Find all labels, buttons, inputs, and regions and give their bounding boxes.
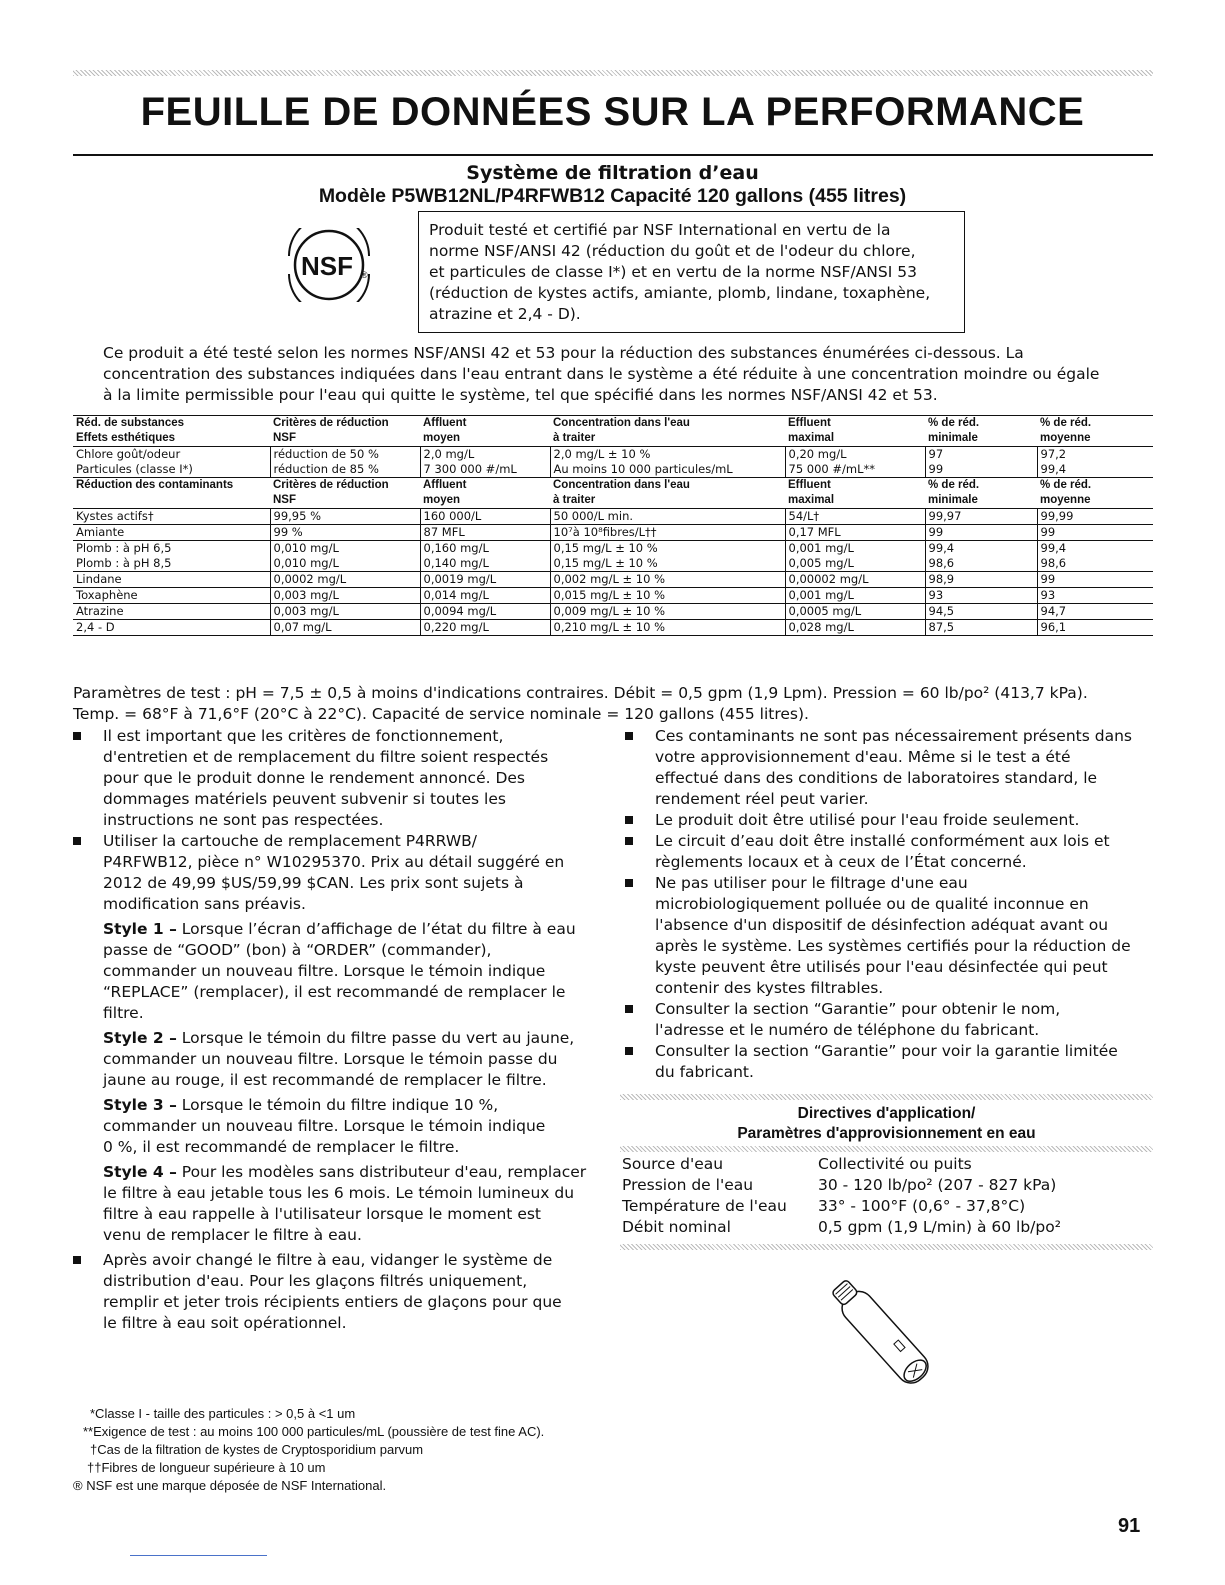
top-hatch-rule bbox=[73, 70, 1153, 76]
table-cell: Effluent maximal bbox=[788, 479, 835, 506]
table-cell: 0,220 mg/L bbox=[420, 620, 550, 636]
style-1-paragraph: Style 1 – Lorsque l’écran d’affichage de l’état du filtre à eau passe de “GOOD” (bon) à “ORDER” (commander), commander un nouveau filtre. Lorsque le témoin indique “REPLACE” (remplacer), il est recommandé de remplacer le filtre. bbox=[103, 920, 576, 1022]
page-title: FEUILLE DE DONNÉES SUR LA PERFORMANCE bbox=[140, 90, 1085, 134]
list-item: Ces contaminants ne sont pas nécessairement présents dans votre approvisionnement d'eau. Même si le test a été effectué dans des conditions de laboratoires standard, le rendement réel peut varier. bbox=[625, 726, 1153, 810]
table-row bbox=[73, 620, 1153, 636]
table-cell: 0,15 mg/L ± 10 % 0,15 mg/L ± 10 % bbox=[550, 541, 785, 572]
system-subtitle: Système de filtration d’eau bbox=[466, 162, 759, 184]
table-cell: 99 bbox=[925, 525, 1037, 541]
table-header-row bbox=[73, 478, 1153, 509]
table-row bbox=[73, 525, 1153, 541]
model-subtitle: Modèle P5WB12NL/P4RFWB12 Capacité 120 gallons (455 litres) bbox=[318, 185, 907, 207]
style-2-paragraph: Style 2 – Lorsque le témoin du filtre passe du vert au jaune, commander un nouveau filtre. Lorsque le témoin passe du jaune au rouge, il est recommandé de remplacer le filtre. bbox=[103, 1029, 575, 1089]
right-column bbox=[625, 726, 1153, 1083]
directives-subtitle: Paramètres d'approvisionnement en eau bbox=[737, 1125, 1036, 1142]
directives-mid-hatch bbox=[620, 1146, 1153, 1152]
style-3-paragraph: Style 3 – Lorsque le témoin du filtre indique 10 %, commander un nouveau filtre. Lorsque le témoin indique 0 %, il est recommandé de remplacer le filtre. bbox=[103, 1096, 546, 1156]
table-cell: Kystes actifs† bbox=[73, 509, 270, 525]
table-cell: 99 % bbox=[270, 525, 420, 541]
table-cell: 0,0002 mg/L bbox=[270, 572, 420, 588]
table-cell: 96,1 bbox=[1037, 620, 1153, 636]
table-cell: 99,99 bbox=[1037, 509, 1153, 525]
table-cell: 54/L† bbox=[785, 509, 925, 525]
list-item: Ne pas utiliser pour le filtrage d'une eau microbiologiquement polluée ou de qualité inconnue en l'absence d'un dispositif de désinfection adéquat avant ou après le système. Les systèmes certifiés pour la réduction de kyste peuvent être utilisés pour l'eau désinfectée qui peut contenir des kystes filtrables. bbox=[625, 873, 1153, 999]
table-cell: 50 000/L min. bbox=[550, 509, 785, 525]
table-cell: 0,001 mg/L 0,005 mg/L bbox=[785, 541, 925, 572]
test-parameters: Paramètres de test : pH = 7,5 ± 0,5 à moins d'indications contraires. Débit = 0,5 gpm (1,9 Lpm). Pression = 60 lb/po² (413,7 kPa). Temp. = 68°F à 71,6°F (20°C à 22°C). Capacité de service nominale = 120 gallons (455 litres). bbox=[73, 684, 1088, 723]
table-cell: Concentration dans l'eau à traiter bbox=[553, 479, 690, 506]
table-cell: 99,95 % bbox=[270, 509, 420, 525]
page-number: 91 bbox=[1118, 1515, 1141, 1537]
directives-bottom-hatch bbox=[620, 1244, 1153, 1250]
table-cell: 87,5 bbox=[925, 620, 1037, 636]
table-row: Débit nominal 0,5 gpm (1,9 L/min) à 60 lb/po² bbox=[622, 1218, 1061, 1236]
table-cell: Critères de réduction NSF bbox=[273, 417, 389, 444]
table-cell: % de réd. minimale bbox=[928, 479, 980, 506]
table-cell: 0,07 mg/L bbox=[270, 620, 420, 636]
table-cell: 0,210 mg/L ± 10 % bbox=[550, 620, 785, 636]
table-cell: Affluent moyen bbox=[423, 479, 467, 506]
table-row bbox=[73, 509, 1153, 525]
table-cell: 0,003 mg/L bbox=[270, 588, 420, 604]
table-cell: 160 000/L bbox=[420, 509, 550, 525]
table-cell: 94,7 bbox=[1037, 604, 1153, 620]
table-cell: Amiante bbox=[73, 525, 270, 541]
table-cell: 99,4 98,6 bbox=[1037, 541, 1153, 572]
table-cell: Toxaphène bbox=[73, 588, 270, 604]
table-cell: 0,0005 mg/L bbox=[785, 604, 925, 620]
table-cell: 99,97 bbox=[925, 509, 1037, 525]
table-cell: Concentration dans l'eau à traiter bbox=[553, 417, 690, 444]
table-cell: 10⁷à 10⁸fibres/L†† bbox=[550, 525, 785, 541]
certification-box: Produit testé et certifié par NSF International en vertu de la norme NSF/ANSI 42 (réduction du goût et de l'odeur du chlore, et particules de classe I*) et en vertu de la norme NSF/ANSI 53 (réduction de kystes actifs, amiante, plomb, lindane, toxaphène, atrazine et 2,4 - D). bbox=[418, 211, 965, 333]
table-row bbox=[73, 588, 1153, 604]
table-cell: Réd. de substances Effets esthétiques bbox=[76, 417, 185, 444]
list-item: Consulter la section “Garantie” pour obtenir le nom, l'adresse et le numéro de téléphone du fabricant. bbox=[625, 999, 1153, 1041]
table-cell: Plomb : à pH 6,5 Plomb : à pH 8,5 bbox=[73, 541, 270, 572]
table-cell: 0,20 mg/L 75 000 #/mL** bbox=[785, 447, 925, 478]
table-cell: 97,2 99,4 bbox=[1037, 447, 1153, 478]
list-item: Consulter la section “Garantie” pour voir la garantie limitée du fabricant. bbox=[625, 1041, 1153, 1083]
intro-paragraph: Ce produit a été testé selon les normes NSF/ANSI 42 et 53 pour la réduction des substances énumérées ci-dessous. La concentration des substances indiquées dans l'eau entrant dans le système a été réduite à une concentration moindre ou égale à la limite permissible pour l'eau qui quitte le système, tel que spécifié dans les normes NSF/ANSI 42 et 53. bbox=[103, 344, 1100, 404]
table-cell: % de réd. minimale bbox=[928, 417, 980, 444]
list-item: Après avoir changé le filtre à eau, vidanger le système de distribution d'eau. Pour les glaçons filtrés uniquement, remplir et jeter trois récipients entiers de glaçons pour que le filtre à eau soit opérationnel. bbox=[73, 1250, 593, 1334]
table-header-row bbox=[73, 416, 1153, 447]
title-rule bbox=[73, 154, 1153, 156]
table-cell: 0,160 mg/L 0,140 mg/L bbox=[420, 541, 550, 572]
directives-table bbox=[620, 1154, 1153, 1238]
nsf-logo-icon bbox=[283, 228, 375, 302]
water-filter-cartridge-icon bbox=[813, 1275, 953, 1395]
table-cell: 93 bbox=[1037, 588, 1153, 604]
table-row bbox=[73, 604, 1153, 620]
table-cell: 2,0 mg/L 7 300 000 #/mL bbox=[420, 447, 550, 478]
link-underline bbox=[130, 1555, 267, 1556]
table-row bbox=[73, 541, 1153, 572]
footnotes: *Classe I - taille des particules : > 0,5 à <1 um **Exigence de test : au moins 100 000 particules/mL (poussière de test fine AC). †Cas de la filtration de kystes de Cryptosporidium parvum ††Fibres de longueur supérieure à 10 um ® NSF est une marque déposée de NSF International. bbox=[73, 1406, 545, 1493]
table-cell: Affluent moyen bbox=[423, 417, 467, 444]
table-cell: 0,001 mg/L bbox=[785, 588, 925, 604]
list-item: Il est important que les critères de fonctionnement, d'entretien et de remplacement du filtre soient respectés pour que le produit donne le rendement annoncé. Des dommages matériels peuvent subvenir si toutes les instructions ne sont pas respectées. bbox=[73, 726, 593, 831]
directives-top-hatch bbox=[620, 1094, 1153, 1100]
table-cell: 0,015 mg/L ± 10 % bbox=[550, 588, 785, 604]
table-cell: % de réd. moyenne bbox=[1040, 479, 1092, 506]
table-cell: Critères de réduction NSF bbox=[273, 479, 389, 506]
performance-table bbox=[73, 415, 1153, 636]
table-cell: 2,4 - D bbox=[73, 620, 270, 636]
nsf-logo-text: NSF bbox=[301, 251, 353, 281]
table-cell: Atrazine bbox=[73, 604, 270, 620]
table-row bbox=[73, 572, 1153, 588]
table-row bbox=[73, 447, 1153, 478]
list-item: Le circuit d’eau doit être installé conformément aux lois et règlements locaux et à ceux de l’État concerné. bbox=[625, 831, 1153, 873]
table-cell: Chlore goût/odeur Particules (classe I*) bbox=[73, 447, 270, 478]
table-cell: Effluent maximal bbox=[788, 417, 835, 444]
table-cell: Lindane bbox=[73, 572, 270, 588]
table-cell: 0,00002 mg/L bbox=[785, 572, 925, 588]
style-4-paragraph: Style 4 – Pour les modèles sans distributeur d'eau, remplacer le filtre à eau jetable tous les 6 mois. Le témoin lumineux du filtre à eau rappelle à l'utilisateur lorsque le moment est venu de remplacer le filtre à eau. bbox=[103, 1163, 587, 1244]
table-row: Pression de l'eau 30 - 120 lb/po² (207 - 827 kPa) bbox=[622, 1176, 1057, 1194]
table-cell: 0,003 mg/L bbox=[270, 604, 420, 620]
table-cell: 0,010 mg/L 0,010 mg/L bbox=[270, 541, 420, 572]
table-cell: réduction de 50 % réduction de 85 % bbox=[270, 447, 420, 478]
svg-text:®: ® bbox=[361, 270, 368, 280]
directives-title: Directives d'application/ bbox=[797, 1105, 976, 1122]
table-cell: 98,9 bbox=[925, 572, 1037, 588]
table-cell: % de réd. moyenne bbox=[1040, 417, 1092, 444]
left-column bbox=[73, 726, 593, 1334]
table-row: Source d'eau Collectivité ou puits bbox=[622, 1155, 972, 1173]
table-cell: 97 99 bbox=[925, 447, 1037, 478]
table-cell: 93 bbox=[925, 588, 1037, 604]
table-cell: Réduction des contaminants bbox=[76, 479, 234, 491]
list-item: Utiliser la cartouche de remplacement P4RRWB/ P4RFWB12, pièce n° W10295370. Prix au détail suggéré en 2012 de 49,99 $US/59,99 $CAN. Les prix sont sujets à modification sans préavis. bbox=[73, 831, 593, 915]
table-cell: 0,0019 mg/L bbox=[420, 572, 550, 588]
table-cell: 99 bbox=[1037, 525, 1153, 541]
table-cell: 0,002 mg/L ± 10 % bbox=[550, 572, 785, 588]
table-cell: 99,4 98,6 bbox=[925, 541, 1037, 572]
table-cell: 0,009 mg/L ± 10 % bbox=[550, 604, 785, 620]
table-cell: 0,028 mg/L bbox=[785, 620, 925, 636]
table-cell: 87 MFL bbox=[420, 525, 550, 541]
table-cell: 0,0094 mg/L bbox=[420, 604, 550, 620]
table-cell: 0,014 mg/L bbox=[420, 588, 550, 604]
table-cell: 0,17 MFL bbox=[785, 525, 925, 541]
table-row: Température de l'eau 33° - 100°F (0,6° - 37,8°C) bbox=[622, 1197, 1026, 1215]
table-cell: 99 bbox=[1037, 572, 1153, 588]
table-cell: 94,5 bbox=[925, 604, 1037, 620]
table-cell: 2,0 mg/L ± 10 % Au moins 10 000 particules/mL bbox=[550, 447, 785, 478]
list-item: Le produit doit être utilisé pour l'eau froide seulement. bbox=[625, 810, 1153, 831]
